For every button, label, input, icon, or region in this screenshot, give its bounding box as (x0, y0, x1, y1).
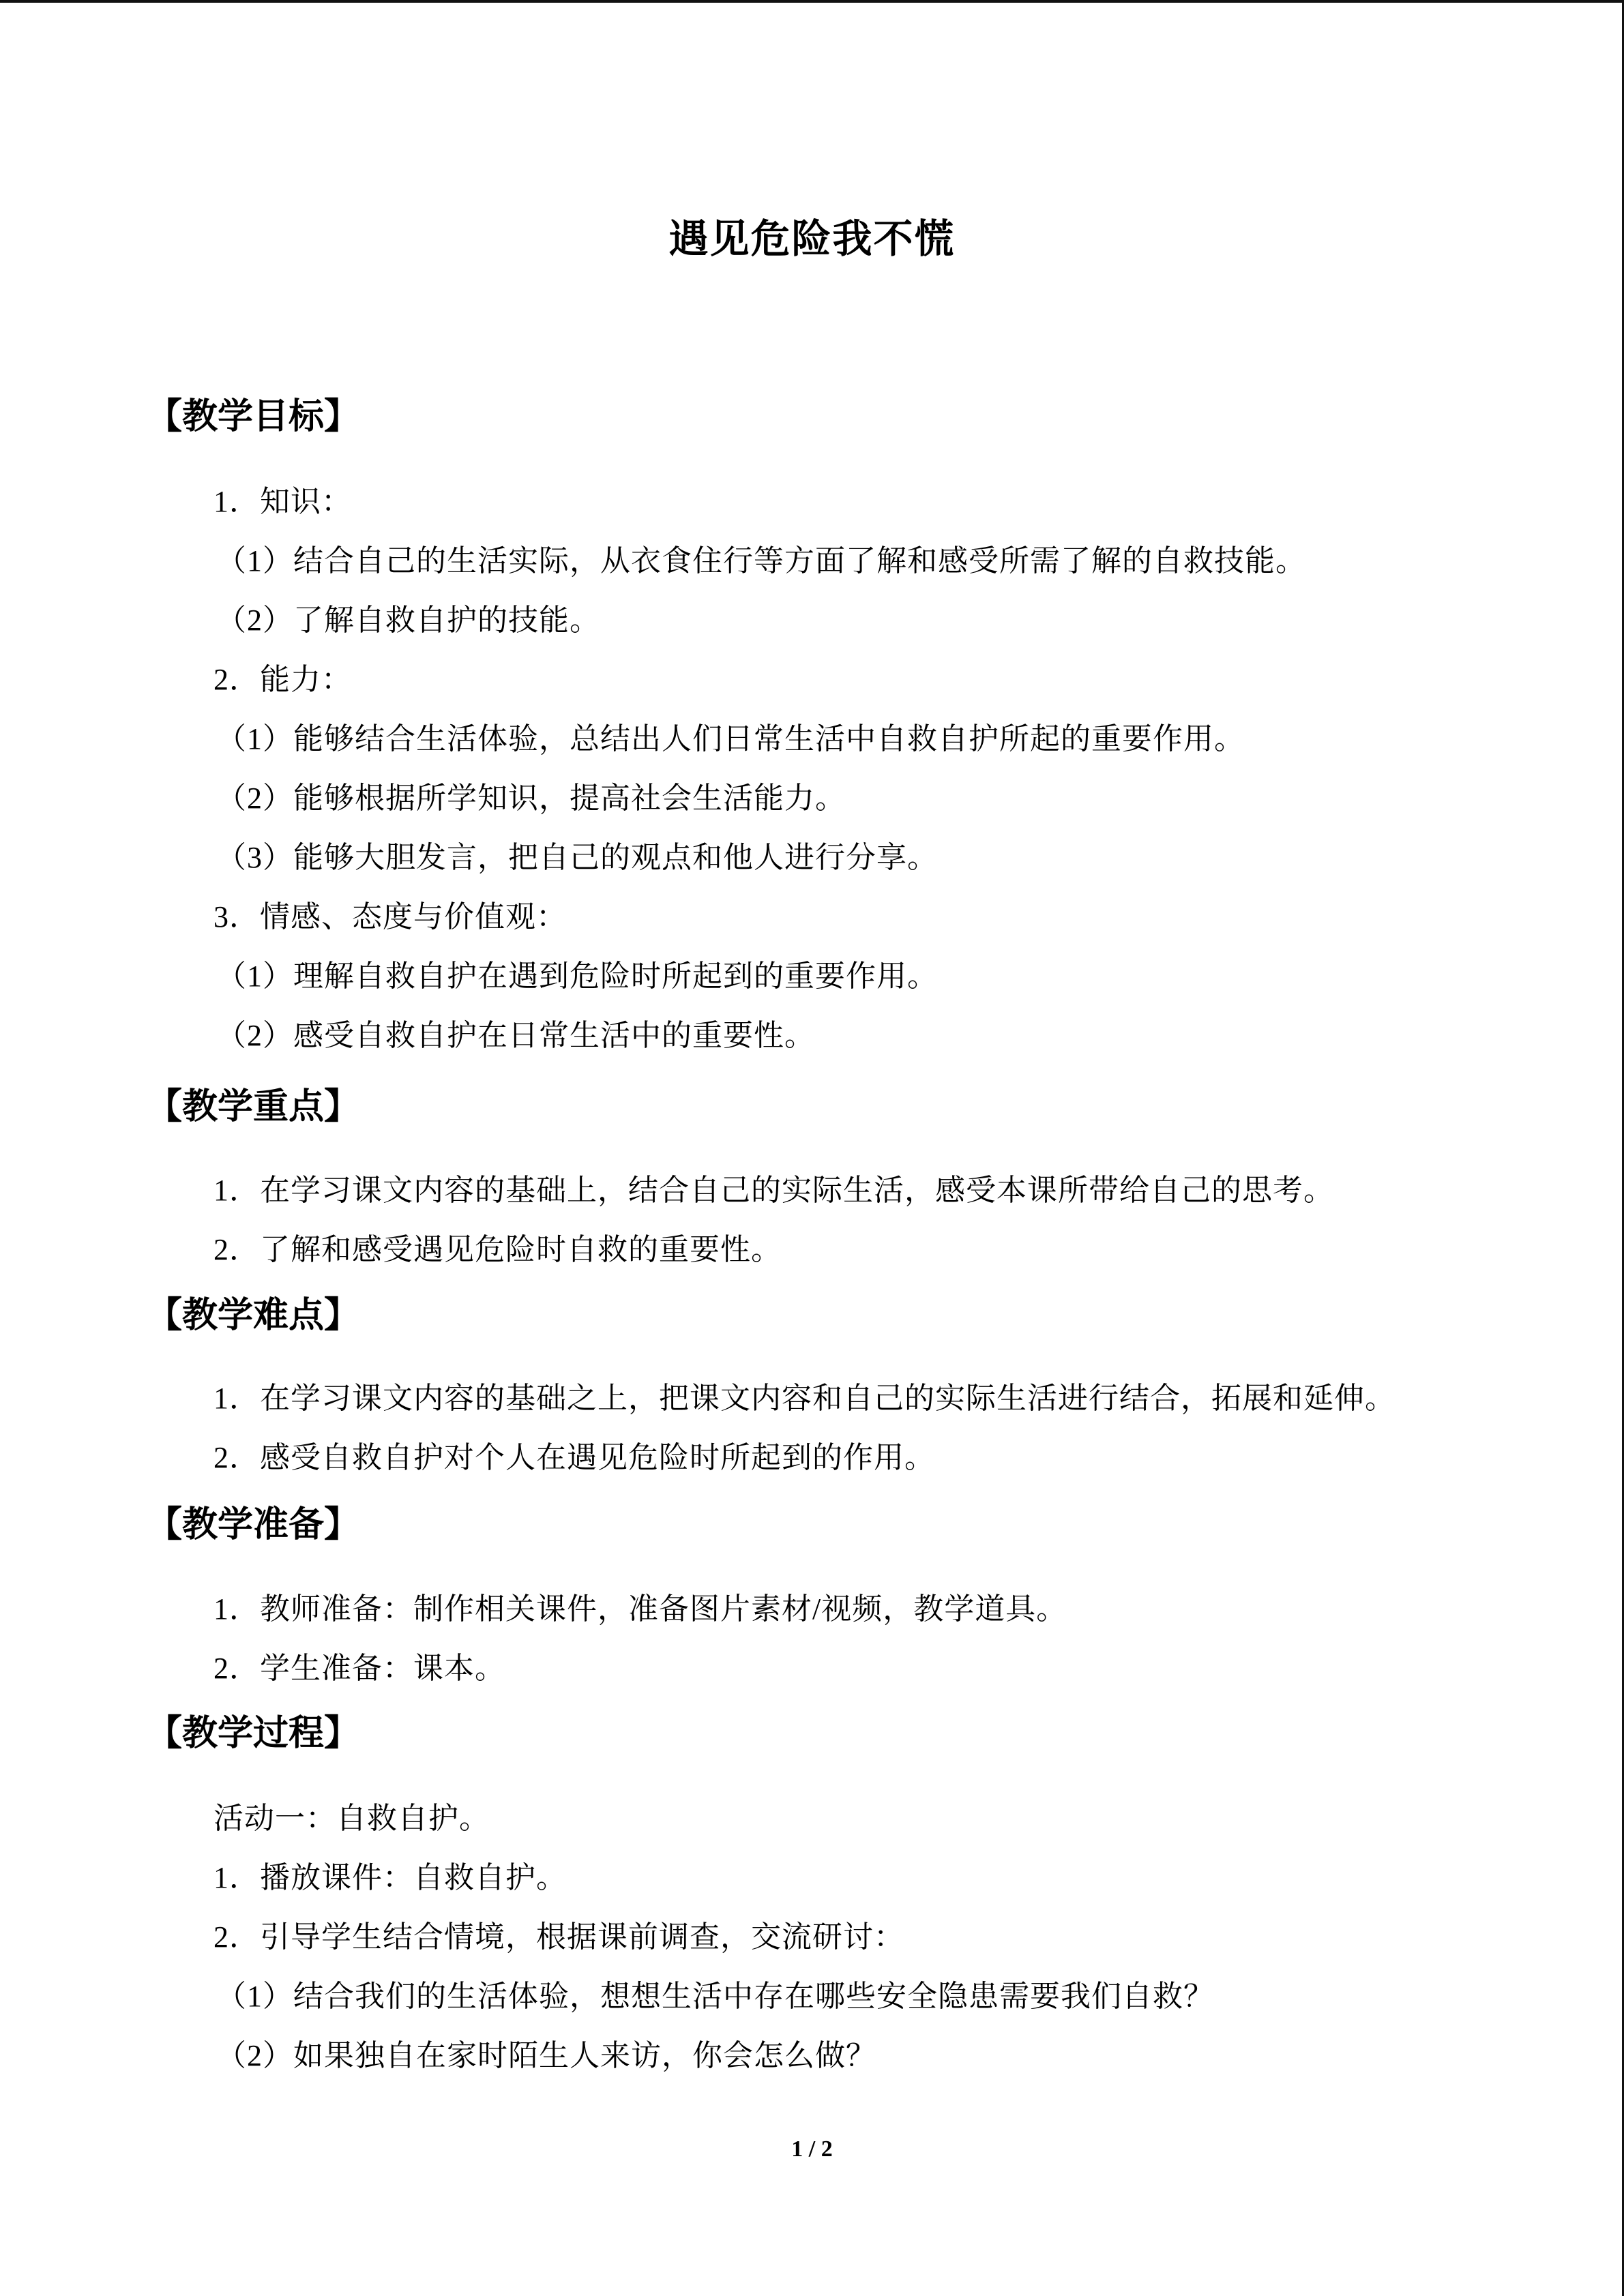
process-step-2: 2．引导学生结合情境，根据课前调查，交流研讨： (213, 1920, 904, 1954)
objectives-knowledge-item-1: （1）结合自己的生活实际，从衣食住行等方面了解和感受所需了解的自救技能。 (216, 544, 1306, 578)
objectives-ability-label: 2．能力： (213, 663, 352, 696)
key-points-item-1: 1．在学习课文内容的基础上，结合自己的实际生活，感受本课所带给自己的思考。 (213, 1174, 1334, 1207)
section-heading-process: 【教学过程】 (147, 1713, 360, 1754)
process-question-2: （2）如果独自在家时陌生人来访，你会怎么做？ (216, 2039, 876, 2072)
section-heading-objectives: 【教学目标】 (147, 396, 360, 437)
objectives-emotion-item-1: （1）理解自救自护在遇到危险时所起到的重要作用。 (216, 959, 938, 993)
objectives-emotion-item-2: （2）感受自救自护在日常生活中的重要性。 (216, 1019, 815, 1052)
process-question-1: （1）结合我们的生活体验，想想生活中存在哪些安全隐患需要我们自救？ (216, 1980, 1214, 2013)
objectives-ability-item-2: （2）能够根据所学知识，提高社会生活能力。 (216, 781, 846, 815)
process-activity-1: 活动一：自救自护。 (213, 1802, 490, 1835)
objectives-emotion-label: 3．情感、态度与价值观： (213, 900, 567, 934)
difficulties-item-2: 2．感受自救自护对个人在遇见危险时所起到的作用。 (213, 1441, 935, 1474)
preparation-item-2: 2．学生准备：课本。 (213, 1652, 505, 1685)
section-heading-difficulties: 【教学难点】 (147, 1295, 360, 1336)
page-border-top (0, 0, 1624, 3)
objectives-ability-item-1: （1）能够结合生活体验，总结出人们日常生活中自救自护所起的重要作用。 (216, 722, 1245, 756)
process-step-1: 1．播放课件：自救自护。 (213, 1861, 567, 1894)
document-title: 遇见危险我不慌 (668, 215, 956, 262)
objectives-knowledge-label: 1．知识： (213, 485, 352, 518)
objectives-ability-item-3: （3）能够大胆发言，把自己的观点和他人进行分享。 (216, 841, 938, 874)
page-number: 1 / 2 (791, 2136, 833, 2162)
objectives-knowledge-item-2: （2）了解自救自护的技能。 (216, 603, 600, 637)
preparation-item-1: 1．教师准备：制作相关课件，准备图片素材/视频，教学道具。 (213, 1592, 1067, 1626)
section-heading-key-points: 【教学重点】 (147, 1086, 360, 1127)
key-points-item-2: 2．了解和感受遇见危险时自救的重要性。 (213, 1233, 782, 1266)
section-heading-preparation: 【教学准备】 (147, 1504, 360, 1545)
difficulties-item-1: 1．在学习课文内容的基础之上，把课文内容和自己的实际生活进行结合，拓展和延伸。 (213, 1382, 1396, 1415)
